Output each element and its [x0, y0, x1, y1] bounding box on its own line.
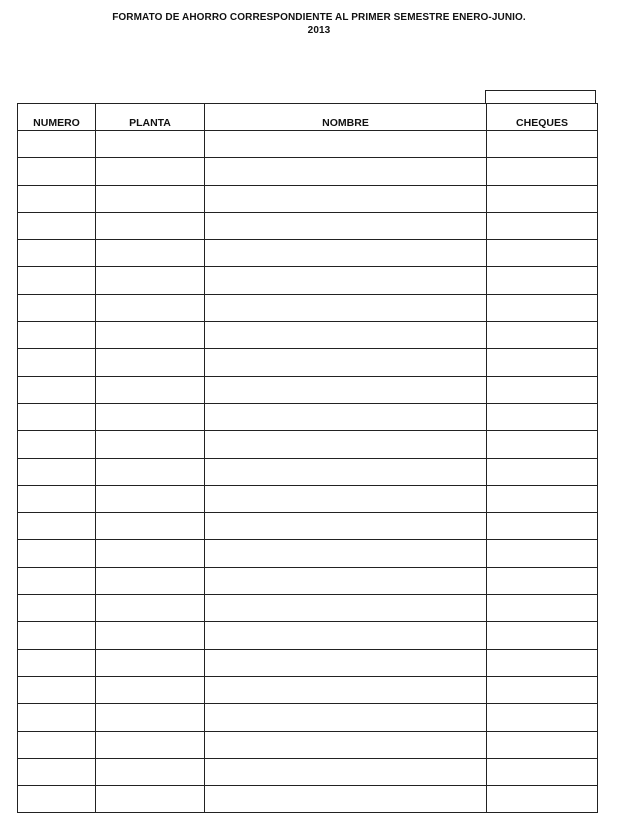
table-cell-cheques[interactable]: [487, 513, 598, 540]
table-cell-numero[interactable]: [18, 458, 96, 485]
table-cell-cheques[interactable]: [487, 540, 598, 567]
table-cell-nombre[interactable]: [205, 431, 487, 458]
column-header-numero: NUMERO: [18, 104, 96, 131]
table-cell-planta[interactable]: [96, 212, 205, 239]
table-row: [18, 458, 598, 485]
table-cell-planta[interactable]: [96, 267, 205, 294]
table-row: [18, 322, 598, 349]
table-cell-planta[interactable]: [96, 431, 205, 458]
table-cell-planta[interactable]: [96, 240, 205, 267]
table-cell-planta[interactable]: [96, 786, 205, 813]
table-cell-numero[interactable]: [18, 294, 96, 321]
table-cell-numero[interactable]: [18, 322, 96, 349]
table-cell-nombre[interactable]: [205, 704, 487, 731]
table-cell-numero[interactable]: [18, 622, 96, 649]
table-row: [18, 704, 598, 731]
table-cell-nombre[interactable]: [205, 267, 487, 294]
table-cell-planta[interactable]: [96, 540, 205, 567]
table-cell-cheques[interactable]: [487, 240, 598, 267]
table-cell-cheques[interactable]: [487, 349, 598, 376]
table-row: [18, 267, 598, 294]
table-cell-cheques[interactable]: [487, 649, 598, 676]
table-cell-numero[interactable]: [18, 267, 96, 294]
table-cell-planta[interactable]: [96, 513, 205, 540]
table-cell-cheques[interactable]: [487, 376, 598, 403]
table-cell-planta[interactable]: [96, 185, 205, 212]
table-cell-nombre[interactable]: [205, 458, 487, 485]
table-row: [18, 131, 598, 158]
table-row: [18, 513, 598, 540]
table-cell-planta[interactable]: [96, 731, 205, 758]
table-cell-nombre[interactable]: [205, 240, 487, 267]
table-cell-cheques[interactable]: [487, 731, 598, 758]
table-cell-cheques[interactable]: [487, 158, 598, 185]
table-cell-nombre[interactable]: [205, 294, 487, 321]
table-cell-planta[interactable]: [96, 622, 205, 649]
table-cell-numero[interactable]: [18, 786, 96, 813]
table-cell-cheques[interactable]: [487, 567, 598, 594]
table-cell-cheques[interactable]: [487, 185, 598, 212]
table-cell-planta[interactable]: [96, 158, 205, 185]
table-cell-numero[interactable]: [18, 731, 96, 758]
table-cell-cheques[interactable]: [487, 458, 598, 485]
table-cell-numero[interactable]: [18, 485, 96, 512]
column-header-planta: PLANTA: [96, 104, 205, 131]
table-row: [18, 786, 598, 813]
document-year: 2013: [307, 25, 331, 36]
table-cell-planta[interactable]: [96, 676, 205, 703]
table-cell-numero[interactable]: [18, 595, 96, 622]
table-cell-numero[interactable]: [18, 158, 96, 185]
table-cell-cheques[interactable]: [487, 704, 598, 731]
document-title: FORMATO DE AHORRO CORRESPONDIENTE AL PRIMER SEMESTRE ENERO-JUNIO.: [112, 12, 526, 23]
table-cell-numero[interactable]: [18, 185, 96, 212]
table-cell-nombre[interactable]: [205, 540, 487, 567]
table-row: [18, 185, 598, 212]
table-cell-numero[interactable]: [18, 649, 96, 676]
table-cell-cheques[interactable]: [487, 676, 598, 703]
table-row: [18, 212, 598, 239]
table-row: [18, 567, 598, 594]
table-cell-nombre[interactable]: [205, 322, 487, 349]
table-row: [18, 485, 598, 512]
table-cell-numero[interactable]: [18, 212, 96, 239]
table-cell-nombre[interactable]: [205, 513, 487, 540]
table-cell-planta[interactable]: [96, 649, 205, 676]
table-cell-nombre[interactable]: [205, 485, 487, 512]
table-cell-cheques[interactable]: [487, 622, 598, 649]
table-cell-numero[interactable]: [18, 349, 96, 376]
table-cell-numero[interactable]: [18, 704, 96, 731]
table-cell-numero[interactable]: [18, 540, 96, 567]
table-row: [18, 540, 598, 567]
table-row: [18, 403, 598, 430]
table-body: [18, 131, 598, 813]
table-cell-nombre[interactable]: [205, 676, 487, 703]
table-cell-planta[interactable]: [96, 704, 205, 731]
table-row: [18, 622, 598, 649]
table-cell-nombre[interactable]: [205, 595, 487, 622]
table-cell-planta[interactable]: [96, 567, 205, 594]
table-cell-nombre[interactable]: [205, 786, 487, 813]
table-cell-numero[interactable]: [18, 758, 96, 785]
table-cell-cheques[interactable]: [487, 786, 598, 813]
table-cell-nombre[interactable]: [205, 567, 487, 594]
table-cell-nombre[interactable]: [205, 349, 487, 376]
table-cell-cheques[interactable]: [487, 403, 598, 430]
table-row: [18, 349, 598, 376]
table-cell-cheques[interactable]: [487, 131, 598, 158]
table-cell-cheques[interactable]: [487, 431, 598, 458]
table-row: [18, 294, 598, 321]
table-cell-nombre[interactable]: [205, 622, 487, 649]
table-cell-numero[interactable]: [18, 131, 96, 158]
table-row: [18, 595, 598, 622]
table-cell-numero[interactable]: [18, 567, 96, 594]
table-cell-planta[interactable]: [96, 349, 205, 376]
table-cell-numero[interactable]: [18, 403, 96, 430]
table-cell-planta[interactable]: [96, 595, 205, 622]
table-cell-planta[interactable]: [96, 131, 205, 158]
column-header-cheques: CHEQUES: [487, 104, 598, 131]
table-row: [18, 431, 598, 458]
table-cell-cheques[interactable]: [487, 267, 598, 294]
table-cell-cheques[interactable]: [487, 758, 598, 785]
table-cell-nombre[interactable]: [205, 731, 487, 758]
table-cell-nombre[interactable]: [205, 131, 487, 158]
table-header-row: [18, 104, 598, 131]
table-cell-planta[interactable]: [96, 485, 205, 512]
table-cell-nombre[interactable]: [205, 376, 487, 403]
table-row: [18, 240, 598, 267]
table-cell-planta[interactable]: [96, 758, 205, 785]
table-row: [18, 758, 598, 785]
table-cell-cheques[interactable]: [487, 595, 598, 622]
table-row: [18, 158, 598, 185]
table-cell-nombre[interactable]: [205, 185, 487, 212]
table-cell-numero[interactable]: [18, 431, 96, 458]
table-row: [18, 649, 598, 676]
table-cell-planta[interactable]: [96, 403, 205, 430]
table-cell-planta[interactable]: [96, 294, 205, 321]
table-cell-planta[interactable]: [96, 376, 205, 403]
table-cell-numero[interactable]: [18, 376, 96, 403]
cheques-header-box: [485, 90, 596, 103]
table-cell-nombre[interactable]: [205, 758, 487, 785]
savings-table: [17, 103, 598, 813]
table-cell-planta[interactable]: [96, 458, 205, 485]
table-row: [18, 376, 598, 403]
table-cell-numero[interactable]: [18, 240, 96, 267]
table-row: [18, 731, 598, 758]
table-cell-numero[interactable]: [18, 513, 96, 540]
table-cell-nombre[interactable]: [205, 158, 487, 185]
table-cell-nombre[interactable]: [205, 212, 487, 239]
table-row: [18, 676, 598, 703]
table-cell-cheques[interactable]: [487, 322, 598, 349]
column-header-nombre: NOMBRE: [205, 104, 487, 131]
table-cell-nombre[interactable]: [205, 403, 487, 430]
table-cell-cheques[interactable]: [487, 485, 598, 512]
table-cell-planta[interactable]: [96, 322, 205, 349]
table-cell-nombre[interactable]: [205, 649, 487, 676]
table-cell-cheques[interactable]: [487, 294, 598, 321]
table-cell-cheques[interactable]: [487, 212, 598, 239]
table-cell-numero[interactable]: [18, 676, 96, 703]
